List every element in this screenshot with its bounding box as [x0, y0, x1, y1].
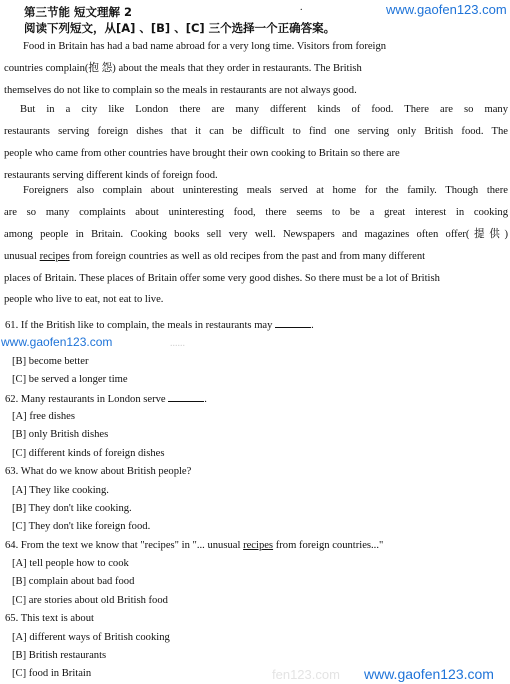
question-stem-end: from foreign countries..." — [273, 539, 384, 551]
question-65: 65. This text is about — [5, 613, 94, 625]
passage-line: are so many complaints about uninteresting food, there seems to be a great interest in cooking — [4, 206, 508, 218]
question-stem: 61. If the British like to complain, the meals in restaurants may — [5, 320, 273, 331]
option-64a: [A] tell people how to cook — [12, 558, 129, 570]
passage-line: people who live to eat, not eat to live. — [4, 294, 164, 306]
option-64c: [C] are stories about old British food — [12, 594, 168, 606]
passage-line: themselves do not like to complain so the meals in restaurants are not always good. — [4, 84, 357, 96]
option-62c: [C] different kinds of foreign dishes — [12, 447, 165, 459]
option-63b: [B] They don't like cooking. — [12, 502, 132, 514]
watermark-bottom-link[interactable]: www.gaofen123.com — [364, 666, 494, 682]
option-61b: [B] become better — [12, 355, 89, 367]
passage-line: restaurants serving different kinds of foreign food. — [4, 169, 218, 181]
passage-paragraph-3 — [4, 180, 508, 311]
option-64b: [B] complain about bad food — [12, 576, 135, 588]
option-62b: [B] only British dishes — [12, 429, 109, 441]
passage-text: from foreign countries as well as old recipes from the past and from many different — [69, 250, 426, 262]
section-title: 第三节能 短文理解 2 — [24, 5, 133, 19]
watermark-top-link[interactable]: www.gaofen123.com — [386, 2, 507, 17]
option-65c: [C] food in Britain — [12, 668, 92, 680]
question-end: . — [204, 393, 207, 405]
underlined-word-recipes: recipes — [243, 539, 274, 551]
question-64 — [5, 537, 505, 555]
watermark-middle-link[interactable]: www.gaofen123.com — [1, 335, 113, 349]
underlined-word-recipes: recipes — [39, 250, 70, 262]
faint-watermark: fen123.com — [272, 667, 340, 682]
option-63c: [C] They don't like foreign food. — [12, 521, 151, 533]
passage-line: Foreigners also complain about uninteresting meals served at home for the family. Though there — [23, 185, 508, 196]
question-61 — [5, 316, 505, 334]
question-stem: 64. From the text we know that "recipes" in "... unusual — [5, 539, 244, 551]
question-list — [5, 316, 505, 684]
instructions: 阅读下列短文，从[A] 、[B] 、[C] 三个选择一个正确答案。 — [24, 21, 336, 35]
passage-text: unusual — [4, 250, 40, 262]
passage-line — [4, 246, 508, 268]
passage-line: among people in Britain. Cooking books sell very well. Newspapers and magazines often offer(提供) — [4, 228, 508, 240]
passage-paragraph-1 — [4, 36, 508, 102]
passage-line: restaurants serving foreign dishes that it can be difficult to find one serving only British food. The — [4, 125, 508, 137]
top-dot: . — [300, 2, 303, 13]
option-63a: [A] They like cooking. — [12, 484, 109, 496]
dotted-mark: ...... — [170, 338, 185, 349]
passage-line: places of Britain. These places of Britain offer some very good dishes. So there must be a lot of British — [4, 272, 440, 284]
answer-blank — [275, 316, 311, 328]
passage-line: But in a city like London there are many different kinds of food. There are so many — [20, 104, 508, 115]
question-62 — [5, 390, 505, 408]
passage-line: people who came from other countries have brought their own cooking to Britain so there are — [4, 147, 400, 159]
passage-paragraph-2 — [4, 99, 508, 187]
option-65a: [A] different ways of British cooking — [12, 631, 170, 643]
question-end: . — [311, 320, 314, 331]
answer-blank — [168, 390, 204, 402]
passage-line: Food in Britain has had a bad name abroad for a very long time. Visitors from foreign — [23, 41, 387, 52]
option-61c: [C] be served a longer time — [12, 374, 128, 386]
question-63: 63. What do we know about British people? — [5, 466, 192, 478]
passage-line: countries complain(抱 怨) about the meals that they order in restaurants. The British — [4, 62, 362, 74]
option-62a: [A] free dishes — [12, 410, 75, 422]
question-stem: 62. Many restaurants in London serve — [5, 393, 166, 405]
option-65b: [B] British restaurants — [12, 650, 107, 662]
